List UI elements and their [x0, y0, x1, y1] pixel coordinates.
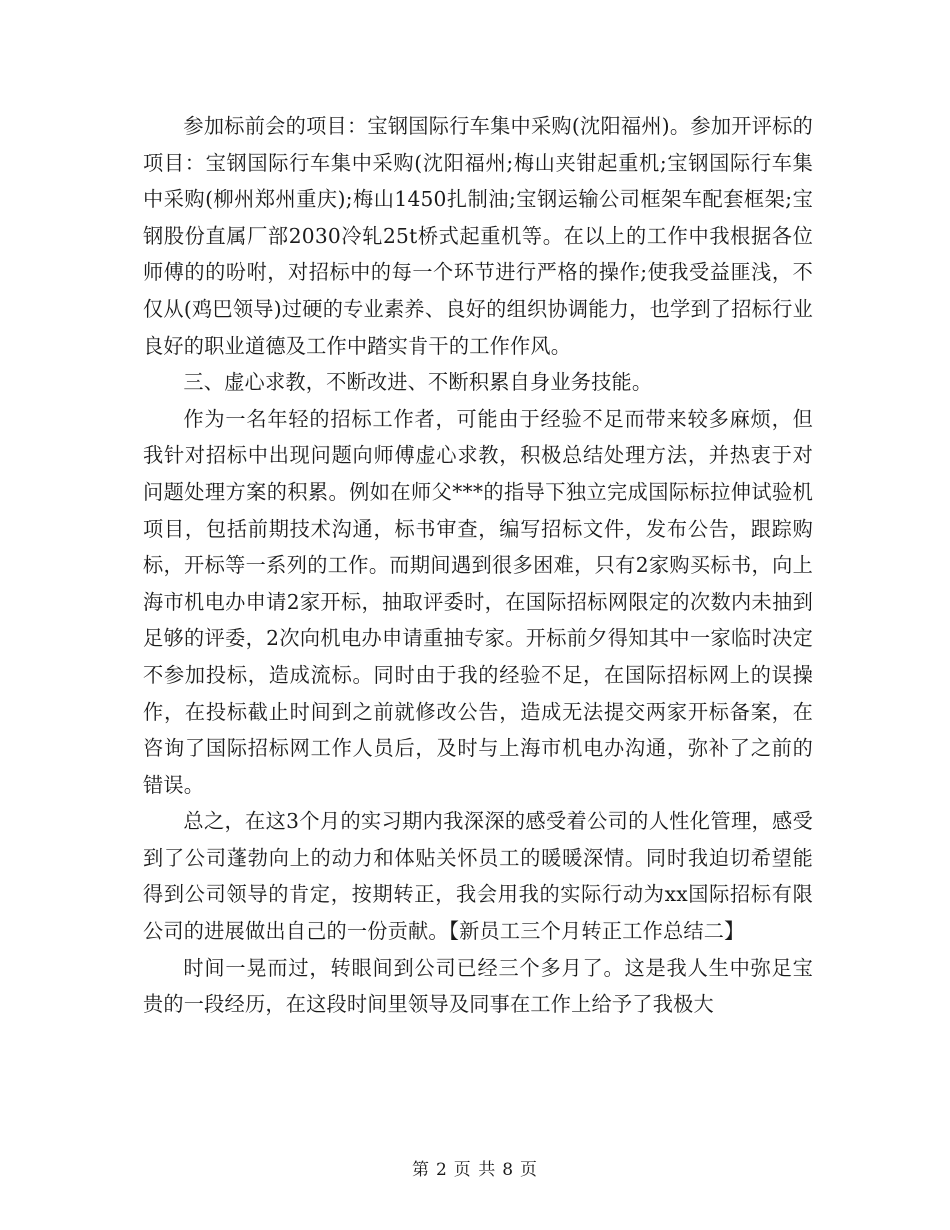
paragraph-bid-projects: 参加标前会的项目：宝钢国际行车集中采购(沈阳福州)。参加开评标的项目：宝钢国际行车集中采购(沈阳福州;梅山夹钳起重机;宝钢国际行车集中采购(柳州郑州重庆);梅山1450扎制油;宝钢运输公司框架车配套框架;宝钢股份直属厂部2030冷轧25t桥式起重机等。在以上的工作中我根据各位师傅的的吩咐，对招标中的每一个环节进行严格的操作;使我受益匪浅，不仅从(鸡巴领导)过硬的专业素养、良好的组织协调能力，也学到了招标行业良好的职业道德及工作中踏实肯干的工作作风。	[143, 114, 813, 358]
footer-middle: 页 共	[453, 1160, 497, 1180]
footer-total-pages: 8	[502, 1160, 515, 1180]
page-footer	[0, 1155, 950, 1180]
footer-prefix: 第	[411, 1160, 430, 1180]
section-heading-three: 三、虚心求教，不断改进、不断积累自身业务技能。	[183, 370, 653, 395]
footer-suffix: 页	[520, 1160, 539, 1180]
paragraph-conclusion: 总之，在这3个月的实习期内我深深的感受着公司的人性化管理，感受到了公司蓬勃向上的动力和体贴关怀员工的暖暖深情。同时我迫切希望能得到公司领导的肯定，按期转正，我会用我的实际行动为xx国际招标有限公司的进展做出自己的一份贡献。【新员工三个月转正工作总结二】	[143, 809, 813, 944]
paragraph-time-passes: 时间一晃而过，转眼间到公司已经三个多月了。这是我人生中弥足宝贵的一段经历，在这段时间里领导及同事在工作上给予了我极大	[143, 955, 813, 1017]
paragraph-young-bidder: 作为一名年轻的招标工作者，可能由于经验不足而带来较多麻烦，但我针对招标中出现问题向师傅虚心求教，积极总结处理方法，并热衷于对问题处理方案的积累。例如在师父***的指导下独立完成国际标拉伸试验机项目，包括前期技术沟通，标书审查，编写招标文件，发布公告，跟踪购标，开标等一系列的工作。而期间遇到很多困难，只有2家购买标书，向上海市机电办申请2家开标，抽取评委时，在国际招标网限定的次数内未抽到足够的评委，2次向机电办申请重抽专家。开标前夕得知其中一家临时决定不参加投标，造成流标。同时由于我的经验不足，在国际招标网上的误操作，在投标截止时间到之前就修改公告，造成无法提交两家开标备案，在咨询了国际招标网工作人员后，及时与上海市机电办沟通，弥补了之前的错误。	[143, 406, 813, 797]
document-body	[143, 108, 813, 1023]
footer-page-number: 2	[435, 1160, 448, 1180]
